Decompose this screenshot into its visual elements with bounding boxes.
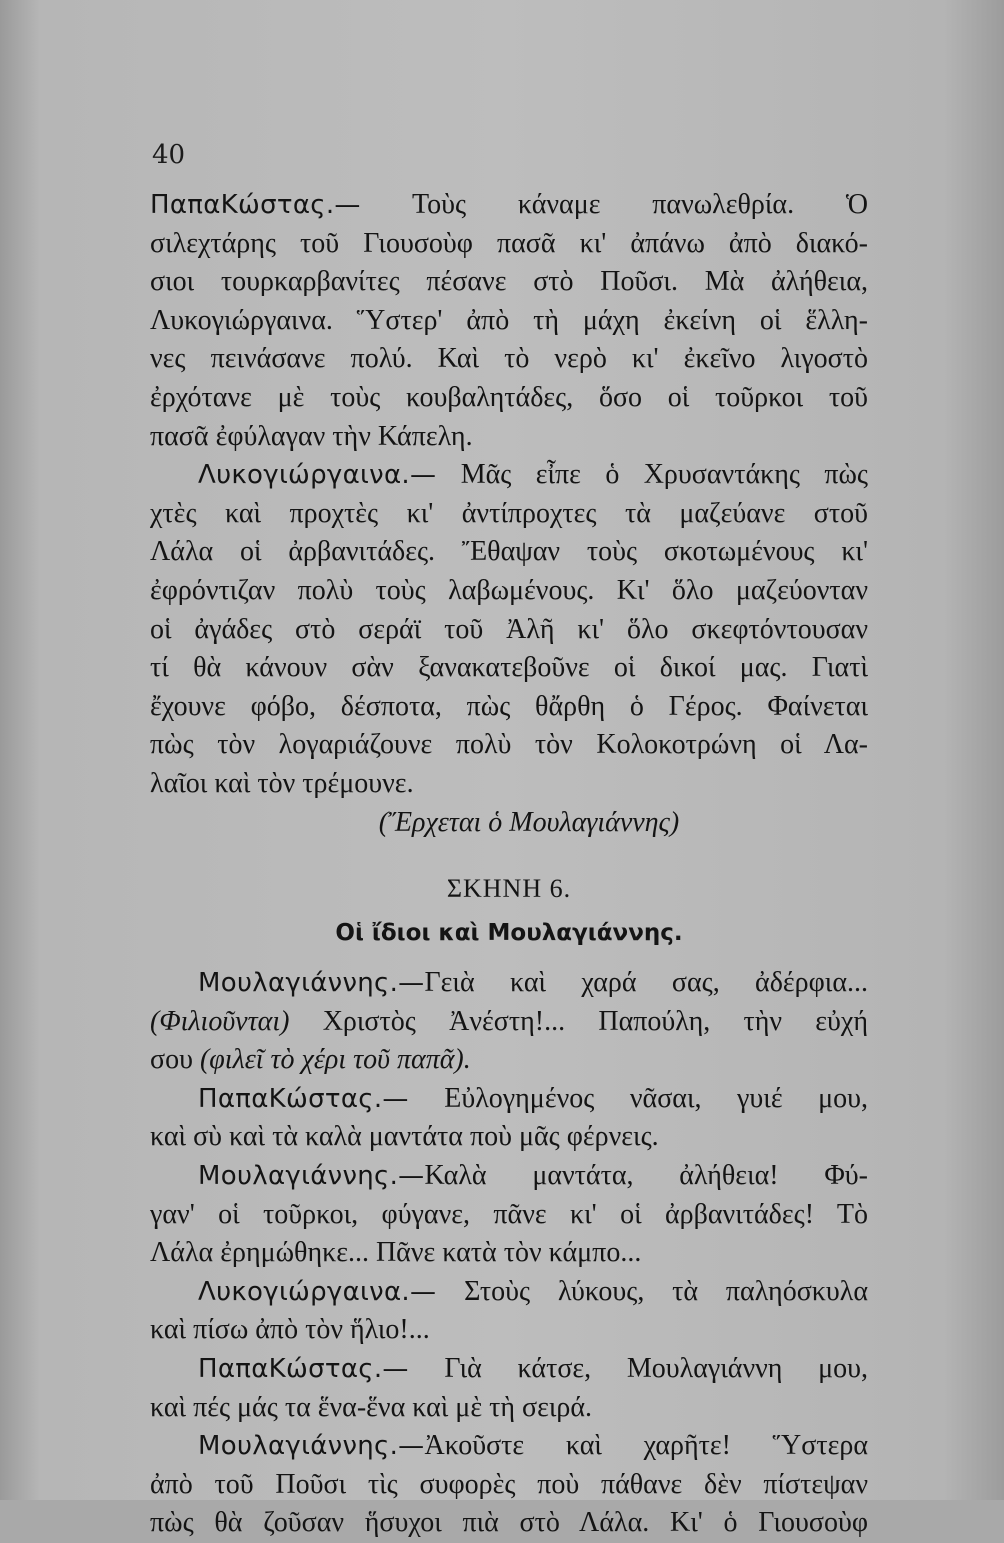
text-line: χτὲς καὶ προχτὲς κι' ἀντίπροχτες τὰ μαζεύανε στοῦ [150,497,868,529]
text-line: πὼς θὰ ζοῦσαν ἥσυχοι πιὰ στὸ Λάλα. Κι' ὁ Γιουσοὺφ [150,1507,868,1539]
text-line: πασᾶ ἐφύλαγαν τὴν Κάπελη. [150,420,473,452]
scene-heading: ΣΚΗΝΗ 6. [446,874,572,904]
speaker-name: Λυκογιώργαινα.— [198,460,437,491]
text-line: σιλεχτάρης τοῦ Γιουσοὺφ πασᾶ κι' ἀπάνω ἀπὸ διακό- [150,227,868,259]
text-line: σιοι τουρκαρβανίτες πέσανε στὸ Ποῦσι. Μὰ ἀλήθεια, [150,266,868,298]
text-line: Λάλα ἐρημώθηκε... Πᾶνε κατὰ τὸν κάμπο... [150,1237,642,1269]
text-line: Λυκογιώργαινα.— Μᾶς εἶπε ὁ Χρυσαντάκης πὼς [198,459,868,491]
text-line: Μουλαγιάννης.—Καλὰ μαντάτα, ἀλήθεια! Φύ- [198,1160,868,1192]
page-number: 40 [152,140,186,170]
text-line: Λάλα οἱ ἀρβανιτάδες. Ἔθαψαν τοὺς σκοτωμένους κι' [150,536,868,568]
speaker-name: ΠαπαΚώστας.— [150,190,361,220]
text-line: (Φιλιοῦνται) Χριστὸς Ἀνέστη!... Παπούλη, τὴν εὐχή [150,1005,868,1037]
speaker-name: Μουλαγιάννης.— [198,968,425,999]
speaker-name: ΠαπαΚώστας.— [198,1083,409,1114]
speaker-name: ΠαπαΚώστας.— [198,1354,409,1385]
speaker-name: Λυκογιώργαινα.— [198,1276,437,1307]
text-line: Μουλαγιάννης.—Ἀκοῦστε καὶ χαρῆτε! Ὕστερα [198,1430,868,1462]
speaker-name: Μουλαγιάννης.— [198,1431,425,1462]
text-line: ἀπὸ τοῦ Ποῦσι τὶς συφορὲς ποὺ πάθανε δὲν πίστεψαν [150,1468,868,1500]
text-line: ΠαπαΚώστας.— Εὐλογημένος νᾶσαι, γυιέ μου, [198,1082,868,1114]
speaker-name: Μουλαγιάννης.— [198,1161,425,1192]
text-line: σου (φιλεῖ τὸ χέρι τοῦ παπᾶ). [150,1044,471,1076]
stage-direction: (φιλεῖ τὸ χέρι τοῦ παπᾶ). [199,1044,471,1076]
text-line: τί θὰ κάνουν σὰν ξανακατεβοῦνε οἱ δικοί μας. Γιατὶ [150,652,868,684]
text-line: Λυκογιώργαινα. Ὕστερ' ἀπὸ τὴ μάχη ἐκείνη οἱ ἕλλη- [150,304,868,336]
text-line: καὶ πές μάς τα ἕνα-ἕνα καὶ μὲ τὴ σειρά. [150,1391,592,1423]
text-line: Μουλαγιάννης.—Γειὰ καὶ χαρά σας, ἀδέρφια... [198,967,868,999]
text-line: ἔχουνε φόβο, δέσποτα, πὼς θἄρθη ὁ Γέρος. Φαίνεται [150,690,868,722]
stage-direction: (Φιλιοῦνται) [150,1005,290,1037]
text-line: γαν' οἱ τοῦρκοι, φύγανε, πᾶνε κι' οἱ ἀρβανιτάδες! Τὸ [150,1198,868,1230]
text-line: λαῖοι καὶ τὸν τρέμουνε. [150,767,414,799]
stage-direction: (Ἔρχεται ὁ Μουλαγιάννης) [378,806,680,838]
text-line: ἐρχότανε μὲ τοὺς κουβαλητάδες, ὅσο οἱ τοῦρκοι τοῦ [150,381,868,413]
text-line: ΠαπαΚώστας.— Γιὰ κάτσε, Μουλαγιάννη μου, [198,1353,869,1385]
text-line: ἐφρόντιζαν πολὺ τοὺς λαβωμένους. Κι' ὅλο μαζεύονταν [150,574,868,606]
text-line: πὼς τὸν λογαριάζουνε πολὺ τὸν Κολοκοτρώνη οἱ Λα- [150,729,868,761]
text-line: καὶ σὺ καὶ τὰ καλὰ μαντάτα ποὺ μᾶς φέρνεις. [150,1121,659,1153]
page-body [150,186,868,1543]
text-line: καὶ πίσω ἀπὸ τὸν ἥλιο!... [150,1314,430,1346]
text-line: ΠαπαΚώστας.— Τοὺς κάναμε πανωλεθρία. Ὁ [150,189,868,220]
scene-subheading: Οἱ ἴδιοι καὶ Μουλαγιάννης. [335,920,683,947]
text-line: οἱ ἀγάδες στὸ σεράϊ τοῦ Ἀλῆ κι' ὅλο σκεφτόντουσαν [150,613,868,645]
text-line: Λυκογιώργαινα.— Στοὺς λύκους, τὰ παληόσκυλα [198,1275,869,1307]
text-line: νες πεινάσανε πολύ. Καὶ τὸ νερὸ κι' ἐκεῖνο λιγοστὸ [150,343,868,375]
